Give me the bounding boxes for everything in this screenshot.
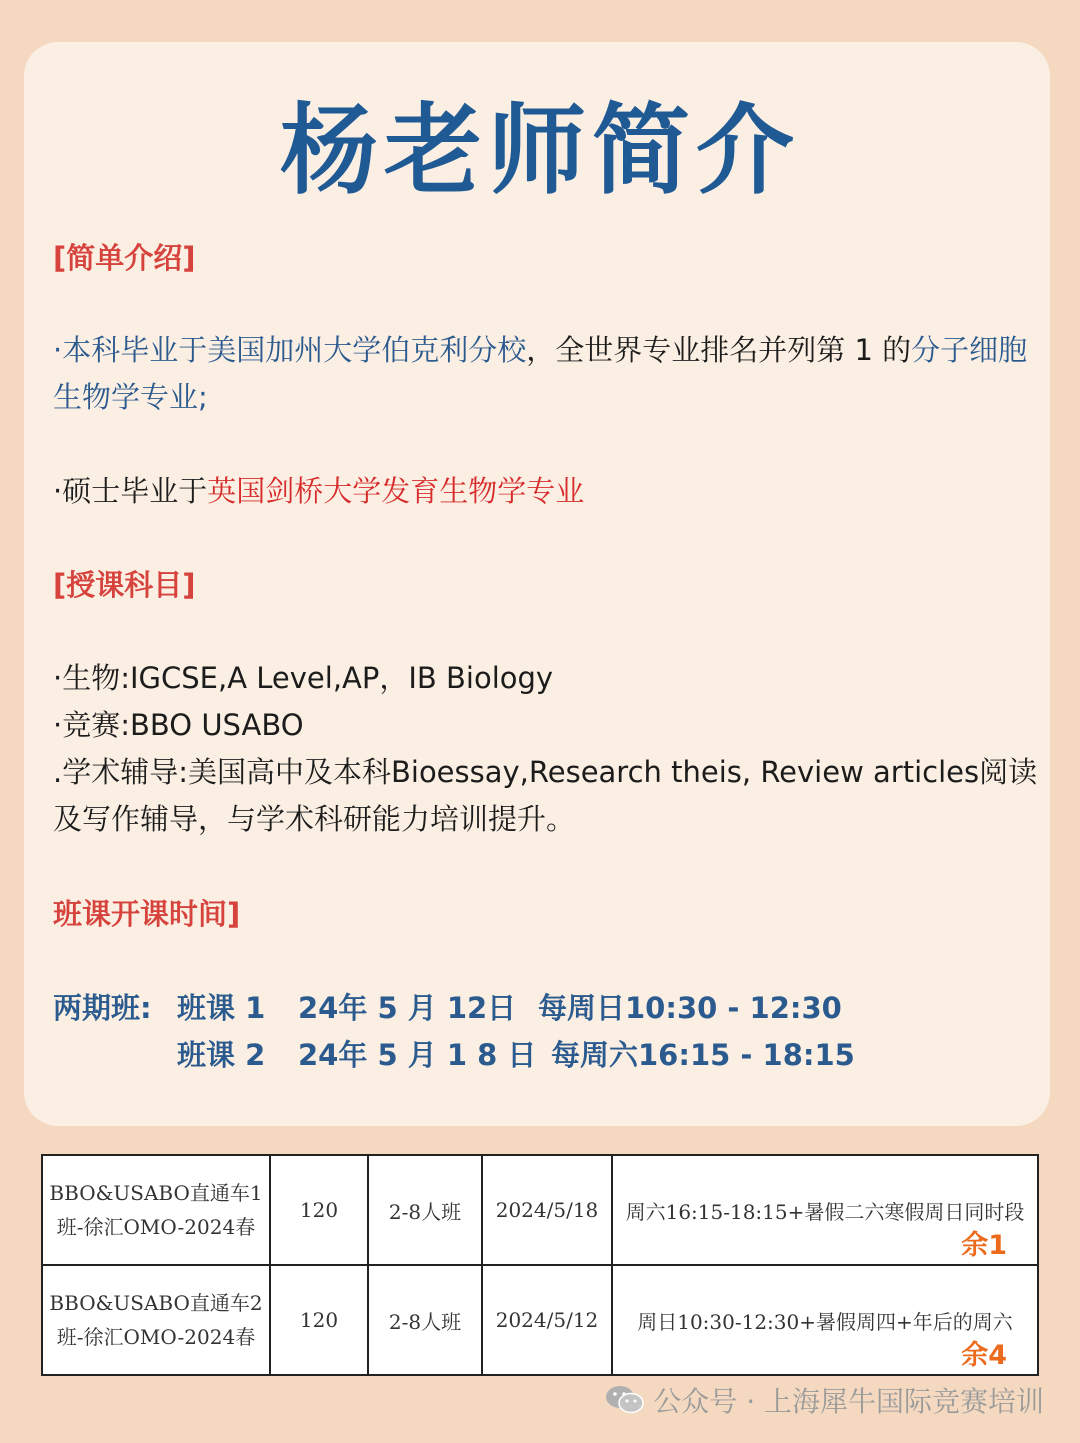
start-date-cell: 2024/5/18 — [482, 1155, 612, 1265]
page-title: 杨老师简介 — [279, 94, 800, 208]
class-table — [41, 1154, 1039, 1376]
footer-text: 公众号 · 上海犀牛国际竞赛培训 — [653, 1385, 1044, 1418]
subjects-heading: [授课科目] — [53, 568, 196, 602]
schedule-heading: 班课开课时间] — [53, 897, 241, 931]
price-cell: 120 — [270, 1155, 368, 1265]
class-1-date: 24年 5 月 12日 — [298, 991, 517, 1025]
class-name-line: 班-徐汇OMO-2024春 — [56, 1325, 256, 1349]
intro-line-1-prefix: ·本科毕业于美国加州大学伯克利分校 — [53, 333, 527, 367]
class-name-line: BBO&USABO直通车1 — [49, 1181, 263, 1205]
intro-heading: [简单介绍] — [53, 241, 196, 275]
class-name-line: BBO&USABO直通车2 — [49, 1291, 263, 1315]
intro-line-1 — [53, 327, 1053, 421]
class-1-time: 每周日10:30 - 12:30 — [538, 991, 842, 1025]
subject-item: ·生物:IGCSE,A Level,AP，IB Biology — [53, 661, 554, 695]
class-size-cell: 2-8人班 — [368, 1155, 482, 1265]
start-date-cell: 2024/5/12 — [482, 1265, 612, 1375]
remaining-seats-badge: 余1 — [961, 1230, 1007, 1261]
time-cell — [612, 1155, 1038, 1265]
schedule-label: 两期班: — [53, 991, 152, 1025]
subject-item: ·竞赛:BBO USABO — [53, 708, 304, 742]
intro-line-2-highlight: 英国剑桥大学发育生物学专业 — [207, 474, 585, 508]
table-row — [42, 1155, 1038, 1265]
subject-item: .学术辅导:美国高中及本科Bioessay,Research theis, Review articles阅读及写作辅导，与学术科研能力培训提升。 — [53, 755, 1038, 836]
time-text: 周六16:15-18:15+暑假二六寒假周日同时段 — [625, 1199, 1025, 1224]
subjects-list — [53, 655, 1053, 843]
time-cell — [612, 1265, 1038, 1375]
price-cell: 120 — [270, 1265, 368, 1375]
remaining-seats-badge: 余4 — [961, 1340, 1007, 1371]
class-1-name: 班课 1 — [177, 991, 266, 1025]
class-2-time: 每周六16:15 - 18:15 — [551, 1038, 855, 1072]
intro-line-2 — [53, 468, 1053, 515]
class-name-line: 班-徐汇OMO-2024春 — [56, 1215, 256, 1239]
intro-line-1-suffix: 分子细胞生物学专业; — [53, 333, 1028, 414]
class-size-cell: 2-8人班 — [368, 1265, 482, 1375]
class-2-date: 24年 5 月 1 8 日 — [298, 1038, 537, 1072]
wechat-icon — [605, 1384, 645, 1416]
class-name-cell — [42, 1155, 270, 1265]
class-2-name: 班课 2 — [177, 1038, 266, 1072]
class-name-cell — [42, 1265, 270, 1375]
table-row — [42, 1265, 1038, 1375]
intro-line-1-mid: ，全世界专业排名并列第 1 的 — [526, 333, 912, 367]
intro-line-2-prefix: ·硕士毕业于 — [53, 474, 208, 508]
footer-watermark — [605, 1380, 1044, 1420]
time-text: 周日10:30-12:30+暑假周四+年后的周六 — [637, 1309, 1013, 1334]
